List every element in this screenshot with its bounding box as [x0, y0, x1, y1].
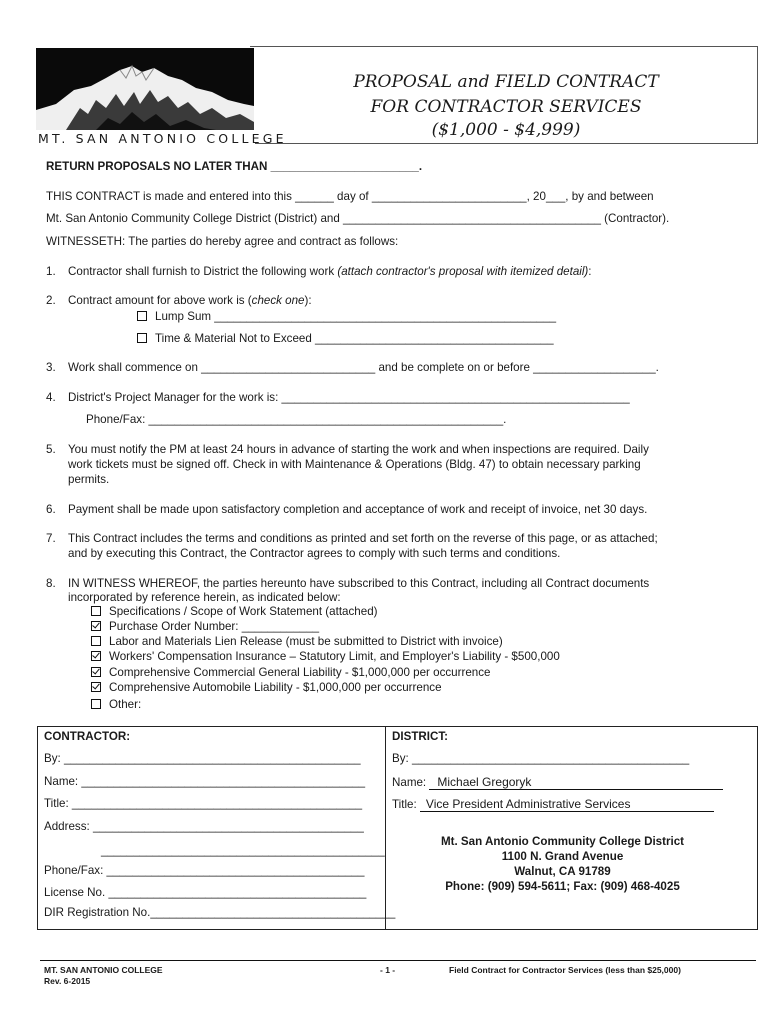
document-checkbox[interactable]	[91, 699, 101, 709]
header-border-bottom	[255, 143, 758, 144]
district-by-field[interactable]: By: ___________________________________________	[392, 752, 690, 765]
item-4-number: 4.	[46, 391, 56, 404]
district-address-block	[385, 834, 740, 894]
lump-sum-option[interactable]: Lump Sum _____________________________________________________	[137, 310, 556, 323]
item-5-line-2: work tickets must be signed off. Check in with Maintenance & Operations (Bldg. 47) to obtain necessary parking	[68, 458, 641, 471]
header-border-right	[757, 46, 758, 144]
district-street: 1100 N. Grand Avenue	[501, 850, 624, 863]
item-1-number: 1.	[46, 265, 56, 278]
document-option-auto-liability[interactable]: Comprehensive Automobile Liability - $1,000,000 per occurrence	[91, 681, 442, 694]
signature-box-divider	[385, 727, 386, 929]
document-checkbox-checked[interactable]	[91, 667, 101, 677]
item-2-text: Contract amount for above work is (check one):	[68, 294, 312, 307]
item-3-number: 3.	[46, 361, 56, 374]
item-3-text: Work shall commence on ___________________________ and be complete on or before ___________________.	[68, 361, 659, 374]
footer-rule	[40, 960, 756, 961]
contractor-name-field[interactable]: Name: ____________________________________________	[44, 775, 366, 788]
document-checkbox-checked[interactable]	[91, 621, 101, 631]
item-4-text: District's Project Manager for the work is: ______________________________________________________	[68, 391, 630, 404]
contractor-address-line-2[interactable]: ____________________________________________	[101, 844, 385, 857]
item-5-line-3: permits.	[68, 473, 110, 486]
district-name-field[interactable]: Name: Michael Gregoryk	[392, 775, 723, 790]
document-checkbox[interactable]	[91, 636, 101, 646]
item-8-line-2: incorporated by reference herein, as indicated below:	[68, 591, 341, 604]
title-line-3: ($1,000 - $4,999)	[431, 120, 581, 140]
contractor-by-field[interactable]: By: ______________________________________________	[44, 752, 361, 765]
item-5-line-1: You must notify the PM at least 24 hours in advance of starting the work and when inspections are required. Daily	[68, 443, 649, 456]
footer-college: MT. SAN ANTONIO COLLEGE	[44, 965, 163, 975]
district-org-name: Mt. San Antonio Community College District	[440, 835, 685, 848]
district-title-value: Vice President Administrative Services	[420, 797, 714, 812]
district-phone: Phone: (909) 594-5611; Fax: (909) 468-4025	[445, 880, 680, 893]
document-option-workers-comp[interactable]: Workers' Compensation Insurance – Statutory Limit, and Employer's Liability - $500,000	[91, 650, 560, 663]
time-material-option[interactable]: Time & Material Not to Exceed _____________________________________	[137, 332, 554, 345]
document-option-lien-release[interactable]: Labor and Materials Lien Release (must be submitted to District with invoice)	[91, 635, 503, 648]
document-option-purchase-order[interactable]: Purchase Order Number: ____________	[91, 620, 319, 633]
contractor-address-field[interactable]: Address: __________________________________________	[44, 820, 364, 833]
item-7-number: 7.	[46, 532, 56, 545]
college-name: MT. SAN ANTONIO COLLEGE	[38, 131, 287, 146]
district-name-value: Michael Gregoryk	[429, 775, 723, 790]
contractor-license-field[interactable]: License No. ________________________________________	[44, 886, 367, 899]
footer-revision: Rev. 6-2015	[44, 976, 91, 986]
lump-sum-checkbox[interactable]	[137, 311, 147, 321]
title-line-1: PROPOSAL and FIELD CONTRACT	[353, 72, 659, 92]
contractor-title-field[interactable]: Title: _____________________________________________	[44, 797, 363, 810]
item-5-number: 5.	[46, 443, 56, 456]
mountain-logo-icon	[36, 48, 254, 130]
item-7-line-1: This Contract includes the terms and conditions as printed and set forth on the reverse of this page, or as attached;	[68, 532, 658, 545]
contractor-dir-registration-field[interactable]: DIR Registration No.______________________________________	[44, 906, 396, 919]
item-6-text: Payment shall be made upon satisfactory completion and acceptance of work and receipt of invoice, net 30 days.	[68, 503, 648, 516]
document-checkbox-checked[interactable]	[91, 651, 101, 661]
parties-line: Mt. San Antonio Community College District (District) and ________________________________________ (Contractor).	[46, 212, 670, 225]
district-title-field[interactable]: Title: Vice President Administrative Services	[392, 797, 714, 812]
footer-form-title: Field Contract for Contractor Services (less than $25,000)	[449, 965, 681, 975]
header-border-top	[250, 46, 758, 47]
time-material-checkbox[interactable]	[137, 333, 147, 343]
district-city: Walnut, CA 91789	[514, 865, 611, 878]
document-checkbox[interactable]	[91, 606, 101, 616]
item-2-number: 2.	[46, 294, 56, 307]
item-6-number: 6.	[46, 503, 56, 516]
item-4-phone-fax: Phone/Fax: _______________________________________________________.	[86, 413, 507, 426]
return-proposals-line: RETURN PROPOSALS NO LATER THAN _______________________.	[46, 160, 423, 173]
item-1-text: Contractor shall furnish to District the following work (attach contractor's proposal with itemized detail):	[68, 265, 592, 278]
document-checkbox-checked[interactable]	[91, 682, 101, 692]
district-heading: DISTRICT:	[392, 730, 449, 743]
contract-date-line: THIS CONTRACT is made and entered into this ______ day of ________________________, 20___, by and between	[46, 190, 654, 203]
footer-page-number: - 1 -	[380, 965, 396, 975]
item-8-line-1: IN WITNESS WHEREOF, the parties hereunto have subscribed to this Contract, including all Contract documents	[68, 577, 650, 590]
item-8-number: 8.	[46, 577, 56, 590]
title-line-2: FOR CONTRACTOR SERVICES	[370, 97, 642, 117]
document-option-specifications[interactable]: Specifications / Scope of Work Statement (attached)	[91, 605, 378, 618]
contractor-heading: CONTRACTOR:	[44, 730, 131, 743]
witnesseth-line: WITNESSETH: The parties do hereby agree and contract as follows:	[46, 235, 399, 248]
contractor-phone-fax-field[interactable]: Phone/Fax: ________________________________________	[44, 864, 365, 877]
document-option-other[interactable]: Other:	[91, 698, 141, 711]
item-7-line-2: and by executing this Contract, the Contractor agrees to comply with such terms and conditions.	[68, 547, 561, 560]
document-option-general-liability[interactable]: Comprehensive Commercial General Liability - $1,000,000 per occurrence	[91, 666, 491, 679]
